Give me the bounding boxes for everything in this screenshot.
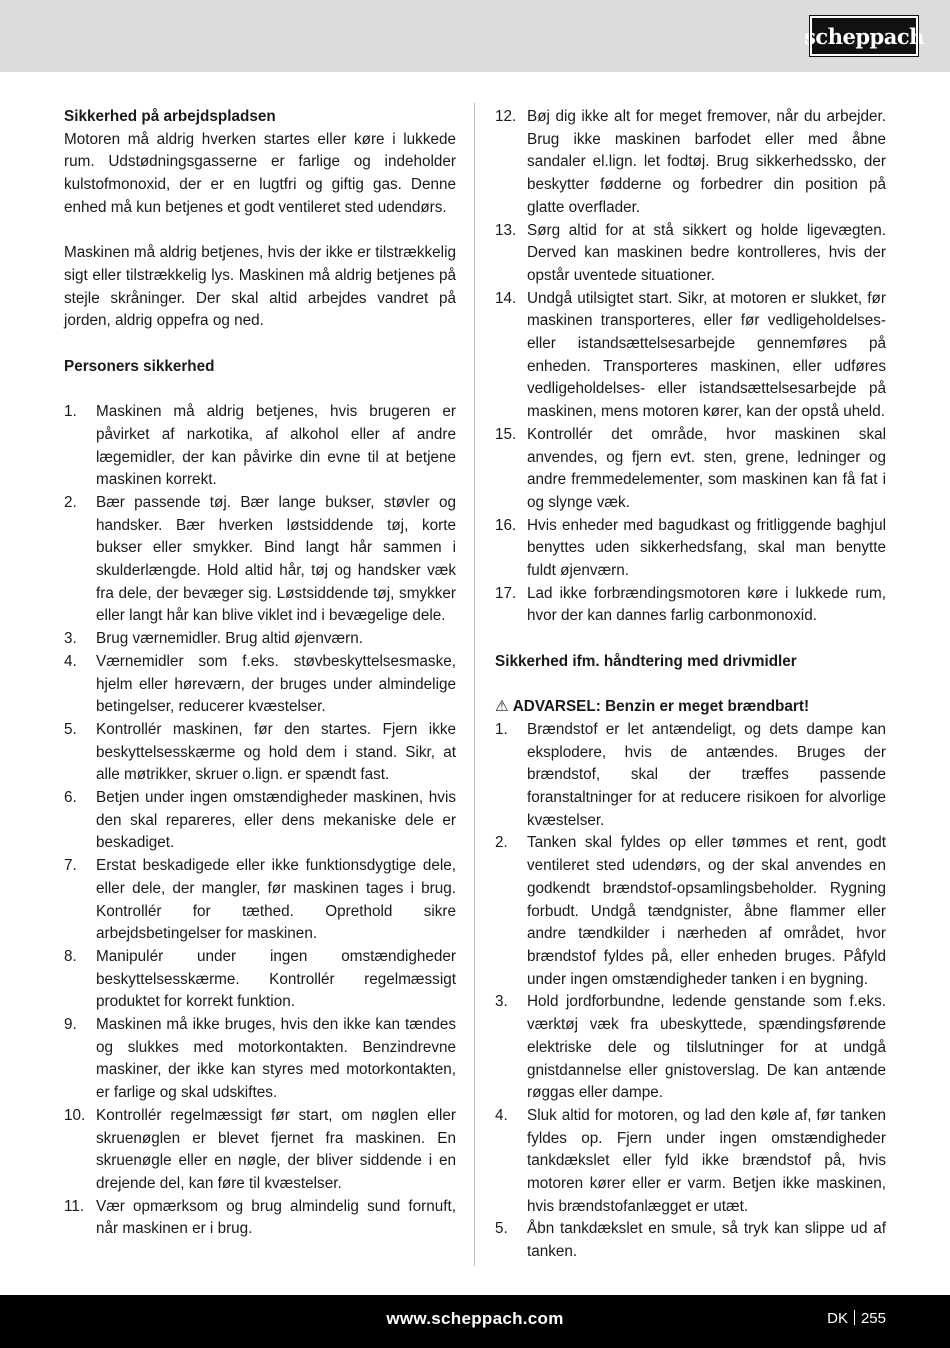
personal-safety-list	[64, 401, 456, 1241]
list-item-number: 5.	[64, 720, 77, 738]
list-item-text: Brug værnemidler. Brug altid øjenværn.	[96, 630, 363, 648]
list-item-text: Vær opmærksom og brug almindelig sund fornuft, når maskinen er i brug.	[96, 1197, 456, 1238]
list-item-text: Brændstof er let antændeligt, og dets dampe kan eksplodere, hvis de antændes. Bruges der brændstof, skal der træffes passende foranstaltninger for at reducere risikoen for alvorlige kvæstelser.	[527, 720, 886, 829]
list-item-number: 14.	[495, 289, 517, 307]
list-item-number: 9.	[64, 1016, 77, 1034]
footer-website-url: www.scheppach.com	[386, 1309, 564, 1328]
list-item-number: 7.	[64, 857, 77, 875]
list-item-number: 3.	[64, 630, 77, 648]
list-item	[495, 1218, 886, 1263]
warning-line	[495, 696, 886, 719]
list-item-text: Manipulér under ingen omstændigheder beskyttelsesskærme. Kontrollér regelmæssigt produktet for korrekt funktion.	[96, 947, 456, 1011]
list-item-number: 1.	[64, 403, 77, 421]
list-item	[495, 220, 886, 288]
list-item-number: 13.	[495, 221, 517, 239]
list-item-number: 11.	[64, 1197, 85, 1215]
list-item	[495, 719, 886, 833]
list-item-number: 4.	[495, 1106, 508, 1124]
list-item-number: 8.	[64, 947, 77, 965]
warning-triangle-icon: ⚠	[495, 698, 509, 716]
list-item-number: 16.	[495, 516, 517, 534]
list-item-number: 1.	[495, 720, 508, 738]
left-column	[64, 106, 456, 1241]
list-item-text: Sluk altid for motoren, og lad den køle af, før tanken fyldes op. Fjern under ingen omstændigheder tankdækslet eller fyld ikke brændstof på, hvis motoren kører eller er varm. Betjen ikke maskinen, hvis brændstofanlægget er utæt.	[527, 1106, 886, 1215]
section-title-workplace-safety: Sikkerhed på arbejdspladsen	[64, 108, 276, 125]
brand-logo: scheppach	[810, 16, 918, 56]
list-item-number: 5.	[495, 1220, 508, 1238]
list-item	[64, 855, 456, 946]
footer-language: DK	[827, 1310, 848, 1327]
list-item-text: Kontrollér regelmæssigt før start, om nøglen eller skruenøglen er blevet fjernet fra maskinen. En skruenøgle eller en nøgle, der bliver siddende i en drejende del, kan føre til kvæstelser.	[96, 1106, 456, 1192]
list-item-text: Maskinen må aldrig betjenes, hvis brugeren er påvirket af narkotika, af alkohol eller af andre lægemidler, der kan påvirke din evne til at betjene maskinen korrekt.	[96, 403, 456, 489]
list-item-number: 15.	[495, 425, 517, 443]
list-item	[64, 1014, 456, 1105]
list-item-number: 4.	[64, 652, 77, 670]
list-item-number: 12.	[495, 108, 517, 125]
list-item	[64, 651, 456, 719]
list-item-text: Erstat beskadigede eller ikke funktionsdygtige dele, eller dele, der mangler, før maskinen tages i brug. Kontrollér for tæthed. Oprethold sikre arbejdsbetingelser for maskinen.	[96, 857, 456, 943]
list-item	[64, 1105, 456, 1196]
list-item-text: Betjen under ingen omstændigheder maskinen, hvis den skal repareres, eller dens mekaniske dele er beskadiget.	[96, 789, 456, 852]
right-column	[495, 106, 886, 1264]
list-item	[495, 288, 886, 424]
personal-safety-list-continued	[495, 106, 886, 628]
footer-page-number: 255	[860, 1310, 886, 1327]
list-item-text: Kontrollér maskinen, før den startes. Fjern ikke beskyttelsesskærme og hold dem i stand. Sikr, at alle møtrikker, skruer o.lign. er spændt fast.	[96, 720, 456, 784]
list-item	[64, 719, 456, 787]
list-item-text: Undgå utilsigtet start. Sikr, at motoren er slukket, før maskinen transporteres, eller før vedligeholdelses- eller istandsættelsesarbejde gennemføres på enheden. Transporteres maskinen, eller udføres vedligeholdelses- eller istandsættelsesarbejde på maskinen, mens motoren kører, kan der opstå uheld.	[527, 289, 886, 421]
footer-page-indicator	[827, 1310, 886, 1327]
fuel-safety-list	[495, 719, 886, 1264]
list-item	[495, 1105, 886, 1219]
list-item-text: Maskinen må ikke bruges, hvis den ikke kan tændes og slukkes med motorkontakten. Benzindrevne maskiner, der ikke kan styres med motorkontakten, er farlige og skal udskiftes.	[96, 1016, 456, 1102]
list-item	[64, 946, 456, 1014]
list-item-text: Kontrollér det område, hvor maskinen skal anvendes, og fjern evt. sten, grene, ledninger og andre fremmedelementer, som maskinen kan få fat i og slynge væk.	[527, 425, 886, 511]
list-item	[64, 492, 456, 628]
footer-separator	[854, 1310, 855, 1325]
list-item-text: Åbn tankdækslet en smule, så tryk kan slippe ud af tanken.	[527, 1220, 886, 1261]
list-item-number: 3.	[495, 993, 508, 1011]
list-item-text: Tanken skal fyldes op eller tømmes et rent, godt ventileret sted udendørs, og der skal anvendes en godkendt brændstof-opsamlingsbeholder. Rygning forbudt. Undgå tændgnister, åbne flammer eller andre tændkilder i nærheden af området, hvor brændstof fyldes på, eller enheden bruges. Påfyld under ingen omstændigheder tanken i en bygning.	[527, 834, 886, 988]
list-item-number: 6.	[64, 789, 77, 807]
list-item-number: 17.	[495, 584, 517, 602]
list-item-text: Hvis enheder med bagudkast og fritliggende baghjul benyttes uden sikkerhedsfang, skal man benytte fuldt øjenværn.	[527, 516, 886, 580]
list-item	[495, 991, 886, 1105]
list-item	[64, 1196, 456, 1241]
list-item-text: Værnemidler som f.eks. støvbeskyttelsesmaske, hjelm eller høreværn, der bruges under almindelige betingelser, reducerer kvæstelser.	[96, 652, 456, 716]
list-item	[64, 787, 456, 855]
list-item-number: 2.	[64, 493, 77, 511]
warning-text: ADVARSEL: Benzin er meget brændbart!	[512, 698, 810, 716]
list-item	[495, 515, 886, 583]
list-item-text: Bøj dig ikke alt for meget fremover, når du arbejder. Brug ikke maskinen barfodet eller med åbne sandaler el.lign. let fodtøj. Brug sikkerhedssko, der beskytter fødderne og forbedrer din position på glatte overflader.	[527, 108, 886, 216]
column-divider	[474, 103, 475, 1266]
paragraph-exhaust-warning: Motoren må aldrig hverken startes eller køre i lukkede rum. Udstødningsgasserne er farlige og indeholder kulstofmonoxid, der er en lugtfri og giftig gas. Denne enhed må kun betjenes et godt ventileret sted udendørs.	[64, 130, 456, 216]
list-item-text: Sørg altid for at stå sikkert og holde ligevægten. Derved kan maskinen bedre kontrolleres, hvis der opstår uventede situationer.	[527, 221, 886, 284]
list-item-number: 10.	[64, 1106, 86, 1124]
list-item-text: Lad ikke forbrændingsmotoren køre i lukkede rum, hvor der kan dannes farlig carbonmonoxid.	[527, 584, 886, 625]
list-item-text: Bær passende tøj. Bær lange bukser, støvler og handsker. Bær hverken løstsiddende tøj, korte bukser eller smykker. Bind langt hår sammen i skulderlængde. Hold altid hår, tøj og handsker væk fra dele, der bevæger sig. Løstsiddende tøj, smykker eller langt hår kan blive viklet ind i bevægelige dele.	[96, 493, 456, 625]
list-item-text: Hold jordforbundne, ledende genstande som f.eks. værktøj væk fra ubeskyttede, spændingsførende elektriske dele og tilslutninger for at undgå gnistdannelse eller gnistoverslag. De kan antænde røggas eller dampe.	[527, 993, 886, 1102]
list-item	[495, 424, 886, 515]
section-title-fuel-safety: Sikkerhed ifm. håndtering med drivmidler	[495, 652, 797, 670]
list-item	[64, 628, 456, 651]
list-item-number: 2.	[495, 834, 508, 852]
list-item	[495, 583, 886, 628]
paragraph-visibility-slopes: Maskinen må aldrig betjenes, hvis der ikke er tilstrækkelig sigt eller tilstrækkelig lys. Maskinen må aldrig betjenes på stejle skråninger. Der skal altid arbejdes vandret på jorden, aldrig oppefra og ned.	[64, 244, 456, 330]
list-item	[64, 401, 456, 492]
section-title-personal-safety: Personers sikkerhed	[64, 357, 215, 375]
footer-band	[0, 1295, 950, 1348]
list-item	[495, 106, 886, 220]
list-item	[495, 832, 886, 991]
